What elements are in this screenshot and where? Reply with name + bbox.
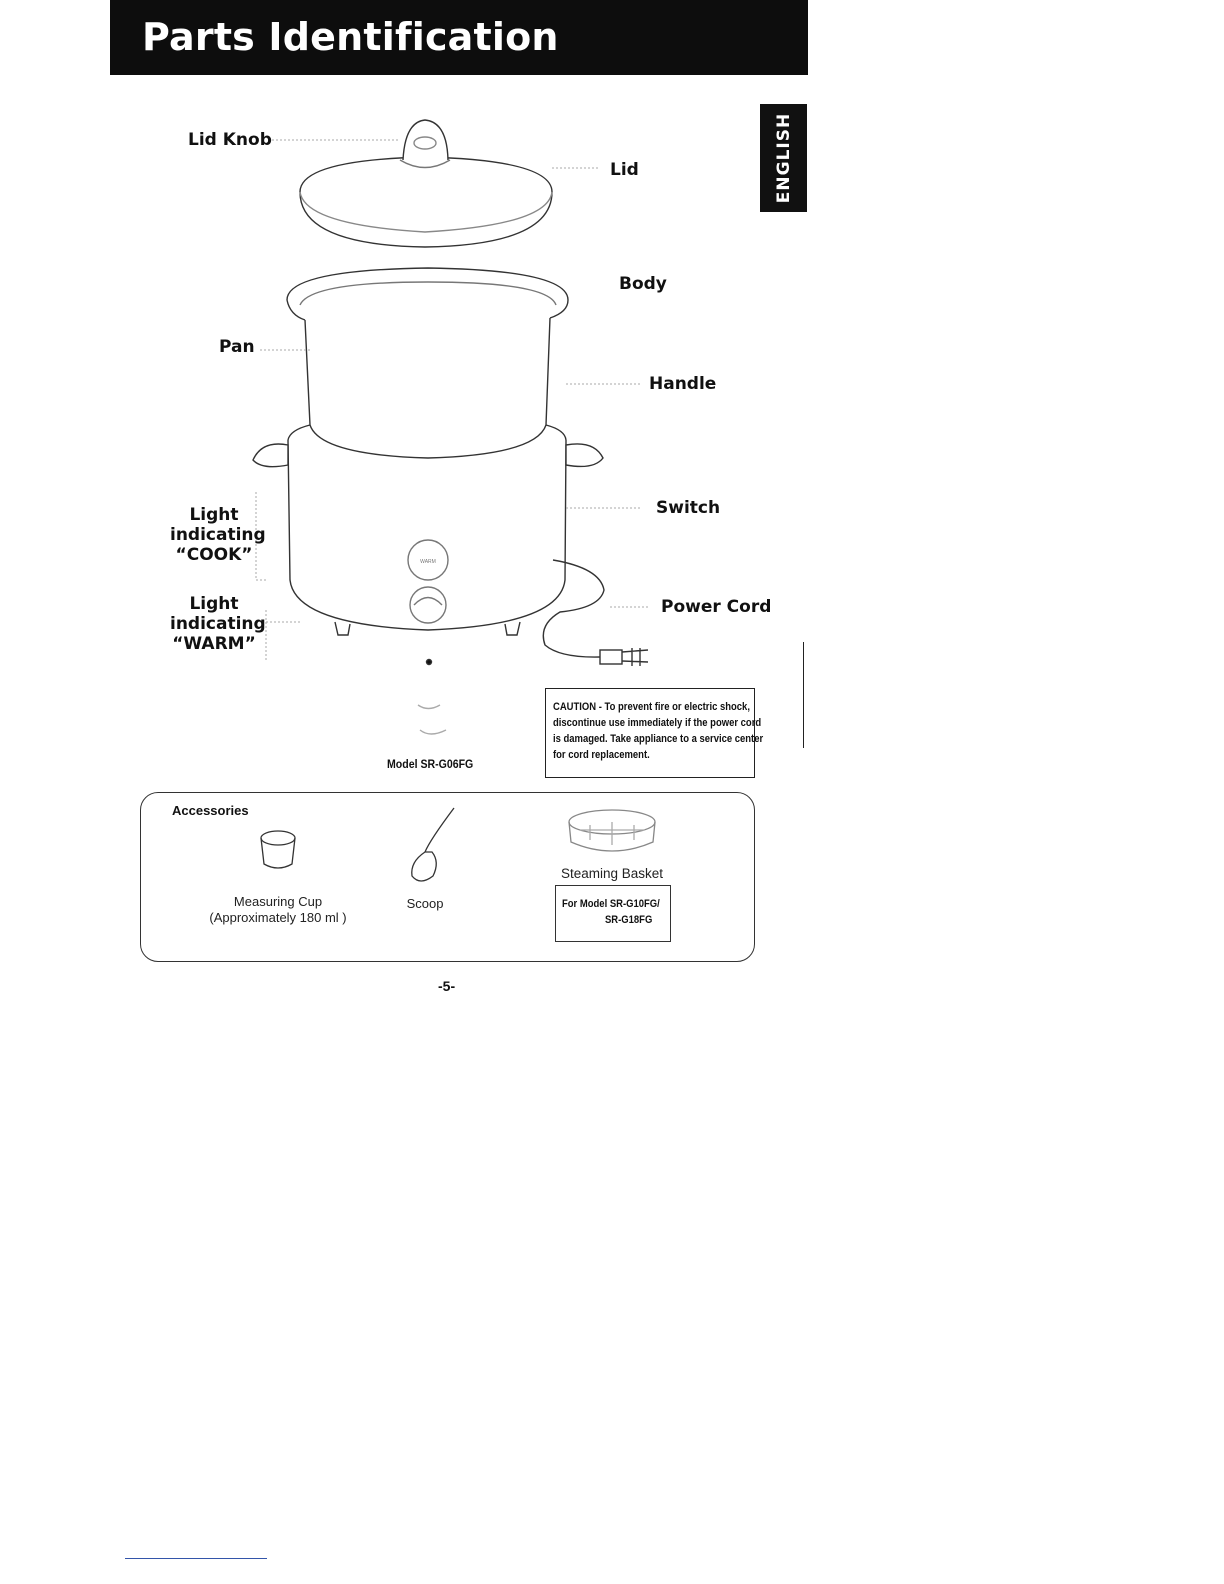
steaming-basket-note bbox=[555, 885, 671, 942]
label-pan: Pan bbox=[219, 337, 255, 357]
caution-box bbox=[545, 688, 764, 778]
label-light-cook-line2: indicating bbox=[170, 525, 266, 545]
svg-text:WARM: WARM bbox=[420, 559, 436, 565]
label-lid: Lid bbox=[610, 160, 639, 180]
caution-line-3: is damaged. Take appliance to a service center bbox=[553, 733, 764, 745]
label-light-warm bbox=[170, 594, 266, 654]
bottom-rule bbox=[125, 1558, 267, 1559]
scoop-caption: Scoop bbox=[406, 896, 444, 911]
basket-note-line2: SR-G18FG bbox=[605, 914, 653, 926]
accessories-title: Accessories bbox=[172, 803, 249, 818]
label-light-warm-line3: “WARM” bbox=[172, 634, 256, 654]
label-light-cook bbox=[170, 505, 266, 565]
measuring-cup-note: (Approximately 180 ml ) bbox=[209, 910, 347, 925]
label-light-warm-line2: indicating bbox=[170, 614, 266, 634]
pan-illustration bbox=[287, 268, 568, 458]
caution-line-4: for cord replacement. bbox=[553, 749, 650, 761]
label-power-cord: Power Cord bbox=[661, 597, 772, 617]
page-title: Parts Identification bbox=[142, 15, 559, 59]
label-light-cook-line1: Light bbox=[189, 505, 239, 525]
page-number: -5- bbox=[438, 978, 456, 994]
caution-line-1: CAUTION - To prevent fire or electric shock, bbox=[553, 701, 750, 713]
language-tab-label: ENGLISH bbox=[773, 112, 794, 204]
caution-line-2: discontinue use immediately if the power cord bbox=[553, 717, 762, 729]
label-body: Body bbox=[619, 274, 667, 294]
model-label: Model SR-G06FG bbox=[387, 757, 474, 771]
power-cord-illustration bbox=[543, 560, 648, 666]
measuring-cup-caption bbox=[198, 894, 358, 926]
label-lid-knob: Lid Knob bbox=[188, 130, 272, 150]
margin-rule bbox=[803, 642, 804, 748]
lid-illustration bbox=[300, 120, 552, 247]
label-light-warm-line1: Light bbox=[189, 594, 239, 614]
label-light-cook-line3: “COOK” bbox=[175, 545, 253, 565]
basket-note-line1: For Model SR-G10FG/ bbox=[562, 898, 660, 910]
label-handle: Handle bbox=[649, 374, 717, 394]
measuring-cup-name: Measuring Cup bbox=[233, 894, 323, 909]
body-illustration bbox=[253, 425, 603, 635]
steaming-basket-caption: Steaming Basket bbox=[560, 866, 664, 881]
label-switch: Switch bbox=[656, 498, 721, 518]
